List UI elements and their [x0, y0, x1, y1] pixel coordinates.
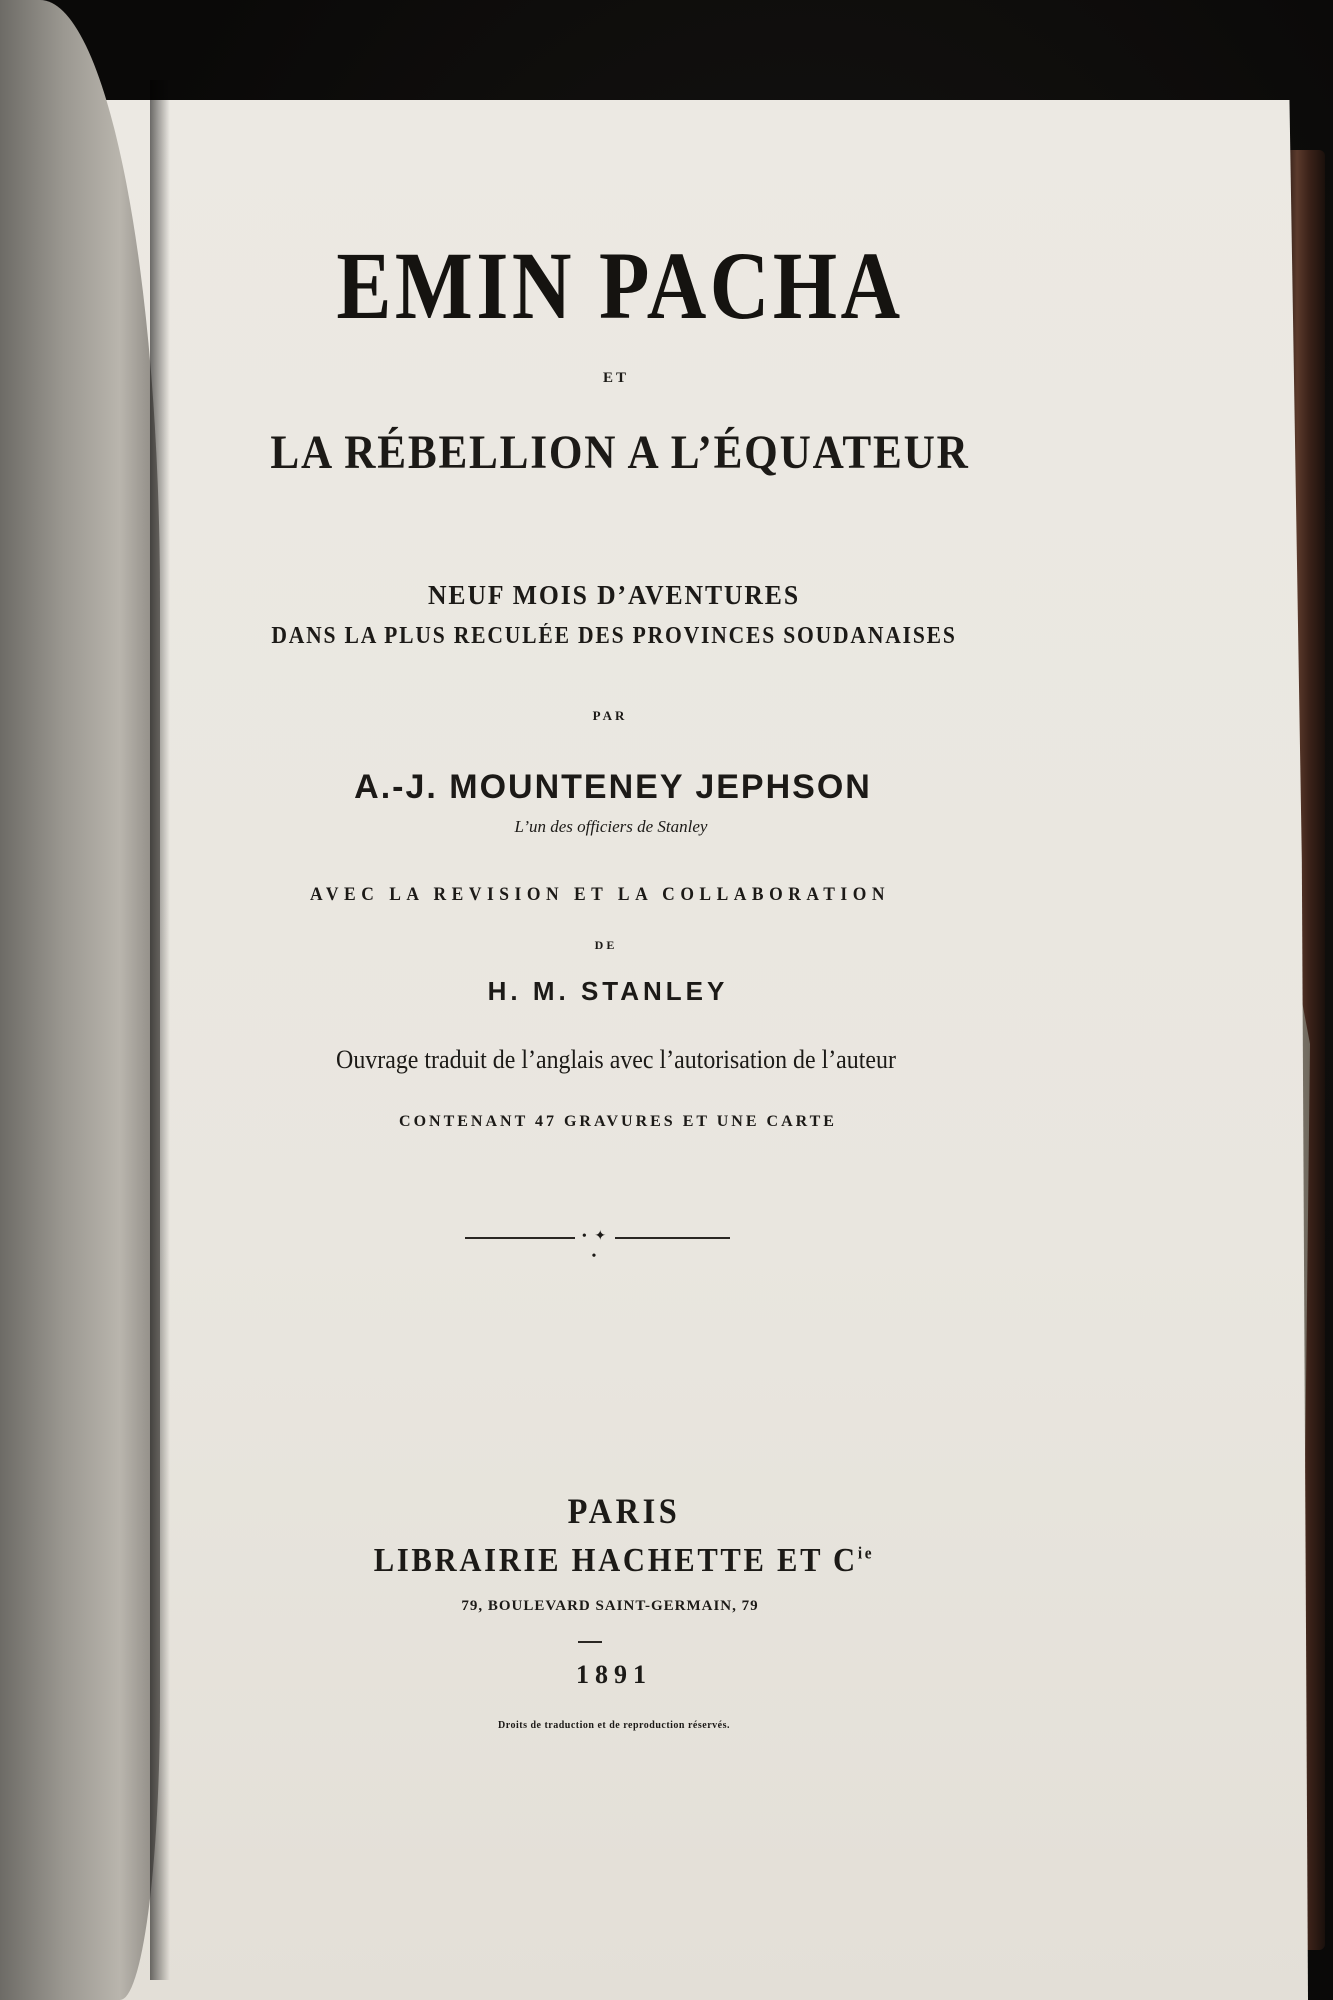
title-conjunction: ET [602, 370, 629, 386]
author-name: A.-J. MOUNTENEY JEPHSON [354, 768, 872, 806]
publisher-address: 79, BOULEVARD SAINT-GERMAIN, 79 [461, 1598, 759, 1614]
book-subtitle: LA RÉBELLION A L’ÉQUATEUR [270, 426, 970, 479]
by-label: PAR [592, 708, 628, 723]
rights-notice: Droits de traduction et de reproduction réservés. [498, 1720, 730, 1731]
ornament-center: • ✦ • [581, 1229, 609, 1264]
author-role: L’un des officiers de Stanley [514, 817, 708, 836]
ornament-rule-right [615, 1237, 730, 1239]
contents-note: CONTENANT 47 GRAVURES ET UNE CARTE [399, 1113, 837, 1130]
subtitle-line-2: DANS LA PLUS RECULÉE DES PROVINCES SOUDANAISES [271, 623, 957, 649]
ornament-rule-left [465, 1237, 575, 1239]
year-separator [578, 1641, 602, 1643]
subtitle-line-1: NEUF MOIS D’AVENTURES [428, 580, 800, 610]
publication-year: 1891 [576, 1660, 652, 1689]
book-title: EMIN PACHA [336, 232, 904, 339]
publisher-name-sup: ie [857, 1543, 875, 1563]
title-page-text [72, 100, 1308, 1800]
collaboration-de: DE [594, 938, 618, 952]
ornamental-rule [465, 1229, 730, 1264]
translation-note: Ouvrage traduit de l’anglais avec l’autorisation de l’auteur [336, 1045, 896, 1074]
publisher-name-text: LIBRAIRIE HACHETTE ET C [373, 1542, 858, 1579]
collaborator-name: H. M. STANLEY [487, 976, 729, 1006]
collaboration-label: AVEC LA REVISION ET LA COLLABORATION [309, 884, 890, 905]
publisher-name [68, 1542, 1180, 1580]
publisher-city: PARIS [567, 1491, 681, 1531]
